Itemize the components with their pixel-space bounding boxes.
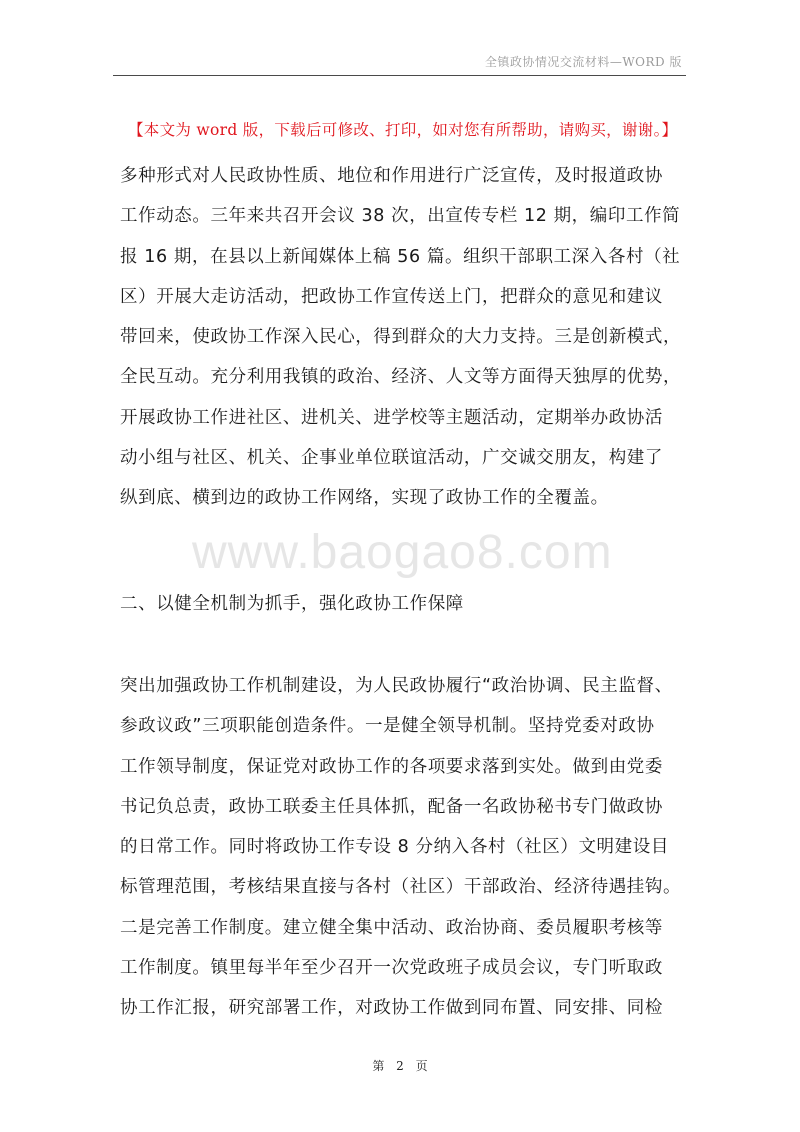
site-watermark: www.baogao8.com bbox=[192, 526, 613, 579]
paragraph-2-line: 的日常工作。同时将政协工作专设 8 分纳入各村（社区）文明建设目 bbox=[120, 837, 669, 858]
paragraph-1-line: 区）开展大走访活动，把政协工作宣传送上门，把群众的意见和建议 bbox=[120, 286, 663, 307]
section-heading: 二、以健全机制为抓手，强化政协工作保障 bbox=[120, 594, 464, 614]
purchase-notice: 【本文为 word 版，下载后可修改、打印，如对您有所帮助，请购买，谢谢。】 bbox=[128, 121, 678, 139]
paragraph-2-line: 工作领导制度，保证党对政协工作的各项要求落到实处。做到由党委 bbox=[120, 756, 663, 777]
page-number-prefix: 第 bbox=[372, 1059, 385, 1073]
paragraph-1-line: 纵到底、横到边的政协工作网络，实现了政协工作的全覆盖。 bbox=[120, 488, 609, 509]
paragraph-1-line: 带回来，使政协工作深入民心，得到群众的大力支持。三是创新模式， bbox=[120, 327, 682, 348]
paragraph-2-line: 突出加强政协工作机制建设，为人民政协履行“政治协调、民主监督、 bbox=[120, 676, 673, 696]
paragraph-1-line: 全民互动。充分利用我镇的政治、经济、人文等方面得天独厚的优势， bbox=[120, 367, 682, 388]
paragraph-1-line: 多种形式对人民政协性质、地位和作用进行广泛宣传，及时报道政协 bbox=[120, 166, 663, 186]
paragraph-1-line: 报 16 期，在县以上新闻媒体上稿 56 篇。组织干部职工深入各村（社 bbox=[120, 246, 681, 267]
paragraph-2 bbox=[120, 666, 692, 1029]
page-footer bbox=[0, 1057, 800, 1074]
paragraph-2-line: 二是完善工作制度。建立健全集中活动、政治协商、委员履职考核等 bbox=[120, 917, 663, 938]
paragraph-2-line: 书记负总责，政协工联委主任具体抓，配备一名政协秘书专门做政协 bbox=[120, 796, 663, 817]
paragraph-1-line: 动小组与社区、机关、企事业单位联谊活动，广交诚交朋友，构建了 bbox=[120, 448, 663, 469]
page-number-suffix: 页 bbox=[415, 1059, 428, 1073]
header-divider bbox=[113, 75, 686, 76]
document-header-title: 全镇政协情况交流材料—WORD 版 bbox=[484, 55, 682, 69]
paragraph-1-line: 工作动态。三年来共召开会议 38 次，出宣传专栏 12 期，编印工作简 bbox=[120, 206, 681, 227]
paragraph-2-line: 标管理范围，考核结果直接与各村（社区）干部政治、经济待遇挂钩。 bbox=[120, 877, 682, 898]
paragraph-2-line: 参政议政”三项职能创造条件。一是健全领导机制。坚持党委对政协 bbox=[120, 716, 655, 737]
page-number: 2 bbox=[396, 1059, 404, 1073]
paragraph-2-line: 工作制度。镇里每半年至少召开一次党政班子成员会议，专门听取政 bbox=[120, 958, 663, 979]
paragraph-1-line: 开展政协工作进社区、进机关、进学校等主题活动，定期举办政协活 bbox=[120, 407, 663, 428]
paragraph-2-line: 协工作汇报，研究部署工作，对政协工作做到同布置、同安排、同检 bbox=[120, 998, 663, 1019]
paragraph-1 bbox=[120, 156, 692, 519]
